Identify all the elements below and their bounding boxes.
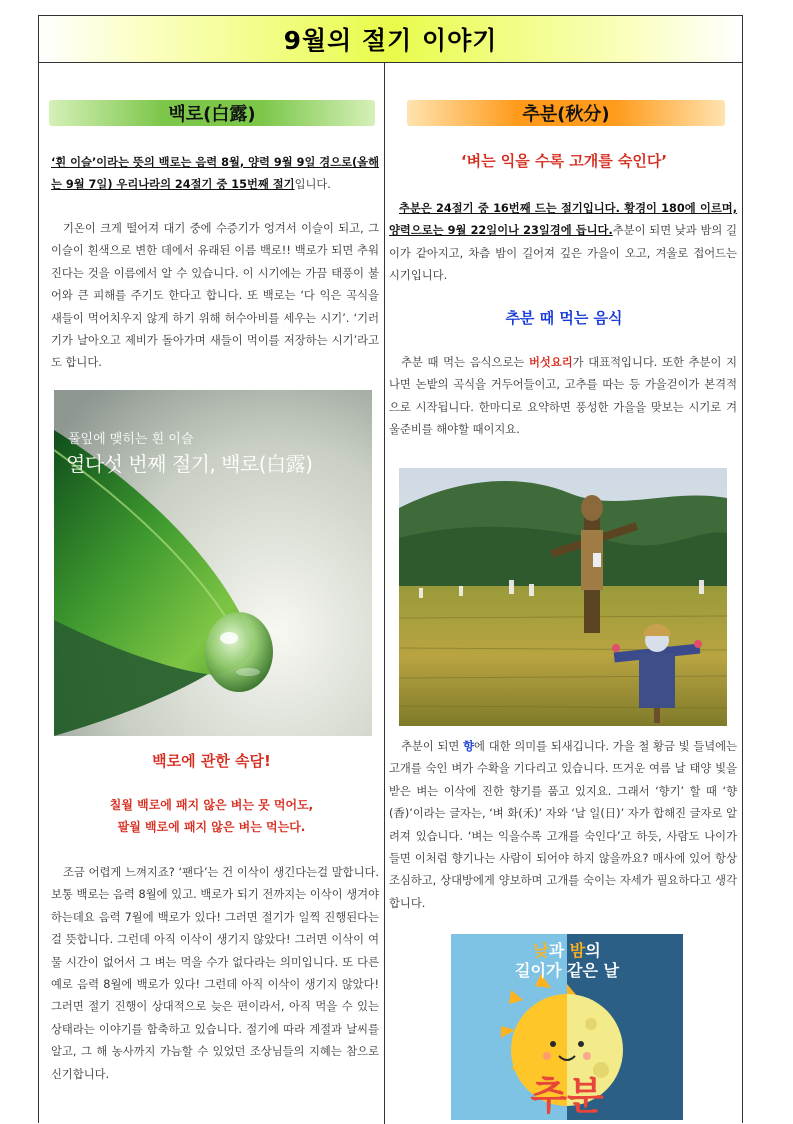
proverb-line-2: 팔월 백로에 패지 않은 벼는 먹는다. [117, 820, 306, 834]
baekro-heading: 백로(白露) [49, 100, 375, 126]
baekro-paragraph-2: 조금 어렵게 느껴지죠? ‘팬다’는 건 이삭이 생긴다는걸 말합니다. 보통 백로는 음력 8월에 있고. 백로가 되기 전까지는 이삭이 생겨야 하는데요 음력 7월에 백로가 있다! 그러면 절기가 일찍 진행된다는걸 뜻합니다. 그런데 아직 이삭이 생기지 않았다! 그러면 이삭이 여물 시간이 없어서 그 벼는 먹을 수가 없다라는 의미입니다. 또 다른 예로 음력 8월에 백로가 있다! 그런데 아직 이삭이 생기지 않았다! 그러면 절기 진행이 상대적으로 늦은 편이라서, 아직 먹을 수 있는 상태라는 이야기를 함축하고 있습니다. 절기에 따라 계절과 날씨를 알고, 그 해 농사까지 가늠할 수 있었던 조상님들의 지혜는 참으로 신기합니다. [51, 866, 379, 1081]
leaf-caption-small: 풀잎에 맺히는 흰 이슬 [68, 432, 194, 447]
poster-line-2: 길이가 같은 날 [515, 961, 619, 980]
poster-word-and: 과 [548, 941, 570, 960]
chubun-intro-rest: 추분이 되면 낮과 밤의 길이가 같아지고, 차츰 밤이 길어져 깊은 가을이 오고, 겨울로 접어드는 시기입니다. [389, 224, 737, 283]
poster-word-day: 낮 [533, 941, 549, 960]
baekro-intro-rest: 입니다. [294, 178, 331, 192]
page-title: 9월의 절기 이야기 [283, 26, 498, 55]
chubun-quote: ‘벼는 익을 수록 고개를 숙인다’ [460, 152, 668, 170]
food-heading: 추분 때 먹는 음식 [505, 309, 623, 327]
hyang-post: 에 대한 의미를 되새깁니다. 가을 철 황금 빛 들녘에는 고개를 숙인 벼가 수확을 기다리고 있습니다. 뜨거운 여름 날 태양 빛을 받은 벼는 이삭에 진한 향기를 품고 있지요. 그래서 ‘향기’ 할 때 ‘향(香)’이라는 글자는, ‘벼 화(禾)’ 자와 ‘날 일(日)’ 자가 합해진 글자로 알려져 있습니다. ‘벼는 익을수록 고개를 숙인다’고 하듯, 사람도 나이가 들면 이처럼 향기나는 사람이 되어야 하지 않을까요? 매사에 있어 항상 조심하고, 상대방에게 양보하며 고개를 숙이는 자세가 필요하다고 생각합니다. [389, 740, 737, 910]
proverb-text [41, 794, 382, 838]
baekro-intro-bold: ‘흰 이슬’이라는 뜻의 백로는 음력 8월, 양력 9월 9일 경으로(올해는 9월 7일) 우리나라의 24절기 중 15번째 절기 [51, 156, 380, 192]
title-bar [39, 16, 742, 63]
hyang-pre: 추분이 되면 [401, 740, 464, 753]
chubun-heading: 추분(秋分) [407, 100, 725, 126]
food-paragraph [389, 352, 737, 442]
proverb-line-1: 칠월 백로에 패지 않은 벼는 못 먹어도, [109, 798, 314, 812]
proverb-heading: 백로에 관한 속담! [152, 752, 271, 770]
baekro-intro [51, 152, 379, 197]
dew-leaf-image [54, 390, 372, 736]
newsletter-frame [38, 15, 743, 1123]
leaf-caption-big: 열다섯 번째 절기, 백로(白露) [66, 452, 313, 476]
equinox-poster-image [451, 934, 683, 1120]
food-pre: 추분 때 먹는 음식으로는 [401, 356, 530, 369]
scarecrow-field-illustration [399, 468, 727, 726]
hyang-highlight: 향 [463, 740, 475, 753]
scarecrow-field-image [399, 468, 727, 726]
hyang-paragraph [389, 736, 737, 915]
chubun-intro-bold: 추분은 24절기 중 16번째 드는 절기입니다. 황경이 180에 이르며, 양력으로는 9월 22일이나 23일경에 듭니다. [389, 202, 737, 238]
chubun-intro [389, 198, 737, 288]
poster-word-night: 밤 [569, 941, 586, 960]
poster-word-of: 의 [585, 941, 601, 960]
poster-big-title: 추분 [530, 1074, 604, 1118]
column-divider [384, 62, 385, 1124]
food-highlight: 버섯요리 [529, 356, 573, 369]
baekro-paragraph-1: 기온이 크게 떨어져 대기 중에 수증기가 엉겨서 이슬이 되고, 그 이슬이 흰색으로 변한 데에서 유래된 이름 백로!! 백로가 되면 추워진다는 것을 이름에서 알 수 있습니다. 이 시기에는 가끔 태풍이 불어와 큰 피해를 주기도 한다고 합니다. 또 백로는 ‘다 익은 곡식을 새들이 먹어치우지 않게 하기 위해 허수아비를 세우는 시기’. ‘기러기가 날아오고 제비가 돌아가며 새들이 먹이를 저장하는 시기’라고도 합니다. [51, 222, 379, 370]
food-post: 가 대표적입니다. 또한 추분이 지나면 논밭의 곡식을 거두어들이고, 고추를 따는 등 가을걷이가 본격적으로 시작됩니다. 한마디로 요약하면 풍성한 가을을 맞보는 시기로 겨울준비를 해야할 때이지요. [389, 356, 738, 437]
